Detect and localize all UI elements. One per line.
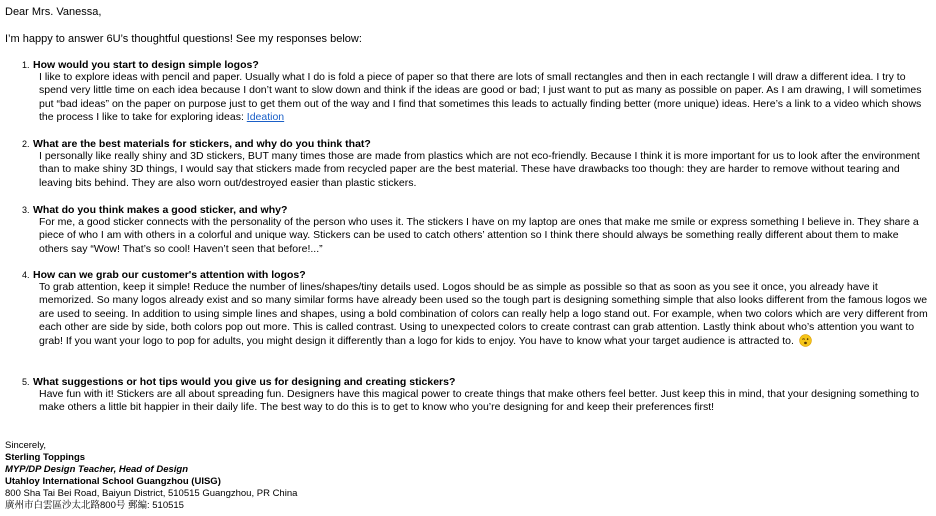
intro-text: I’m happy to answer 6U’s thoughtful questions! See my responses below:	[5, 33, 362, 45]
signature-name: Sterling Toppings	[5, 452, 86, 463]
answer-text: Have fun with it! Stickers are all about spreading fun. Designers have this magical power to create things that make others feel better. Just keep this in mind, that your designing something to make others a little bit happier in their daily life. The best way to do this is to get to know who you’re designing for and keep their preferences first!	[39, 388, 920, 414]
question-heading: How can we grab our customer's attention with logos?	[33, 269, 306, 281]
answer-text: For me, a good sticker connects with the personality of the person who uses it. The stickers I have on my laptop are ones that make me smile or express something I believe in. They share a piece of who I am with others in a colorful and unique way. Stickers can be used to catch others’ attention so I think there should always be something really different about them to make others say “Wow! That’s so cool! Haven’t seen that before!...”	[39, 216, 919, 255]
closing: Sincerely,	[5, 440, 47, 451]
answer-text	[39, 71, 929, 124]
question-heading: What are the best materials for stickers, and why do you think that?	[33, 138, 371, 150]
item-number: 1.	[22, 60, 30, 70]
item-number: 3.	[22, 205, 30, 215]
ideation-link[interactable]: Ideation	[246, 110, 285, 123]
greeting: Dear Mrs. Vanessa,	[5, 6, 102, 18]
winking-face-icon	[799, 334, 812, 347]
answer-text	[39, 281, 929, 348]
answer-body: I like to explore ideas with pencil and paper. Usually what I do is fold a piece of paper so that there are lots of small rectangles and then in each rectangle I will draw a different idea. I try to spend very little time on each idea because I don’t want to slow down and think if the ideas are good or bad; I just want to put as many as possible on paper. As I am drawing, I will sometimes put “bad ideas” on the paper on purpose just to get them out of the way and I find that sometimes this leads to actually finding better (more unique) ideas. Here’s a link to a video which shows the process I like to take for exploring ideas:	[39, 71, 922, 123]
item-number: 4.	[22, 270, 30, 280]
question-heading: What suggestions or hot tips would you give us for designing and creating stickers?	[33, 376, 456, 388]
answer-text: I personally like really shiny and 3D stickers, BUT many times those are made from plastics which are not eco-friendly. Because I think it is more important for us to look after the environment than to make shiny 3D things, I would say that stickers made from recycled paper are the best material. These have drawbacks too though: they are harder to remove without tearing and leaving bits behind. They are also worn out/destroyed easier than plastic stickers.	[39, 150, 920, 189]
signature-address-chinese: 廣州市白雲區沙太北路800号 郵編: 510515	[5, 500, 184, 511]
signature-title: MYP/DP Design Teacher, Head of Design	[5, 464, 189, 475]
question-heading: What do you think makes a good sticker, and why?	[33, 204, 288, 216]
question-heading: How would you start to design simple logos?	[33, 59, 259, 71]
item-number: 2.	[22, 139, 30, 149]
signature-address: 800 Sha Tai Bei Road, Baiyun District, 510515 Guangzhou, PR China	[5, 488, 298, 499]
item-number: 5.	[22, 377, 30, 387]
answer-body: To grab attention, keep it simple! Reduce the number of lines/shapes/tiny details used. Logos should be as simple as possible so that as soon as you see it once, you already have it memorized. So many logos already exist and so many similar forms have already been used so the tough part is designing something simple that also looks different from the famous logos we are used to seeing. In addition to using simple lines and shapes, using a bold combination of colors can really help a logo stand out. For example, when two colors which are very different from each other are side by side, both colors pop out more. This is called contrast. Using to unexpected colors to create contrast can grab attention. Lastly think about who’s attention you want to grab! If you want your logo to pop for adults, you might design it differently than a logo for kids to enjoy. You have to know what your target audience is attracted to.	[39, 281, 928, 348]
signature-school: Utahloy International School Guangzhou (UISG)	[5, 476, 221, 487]
